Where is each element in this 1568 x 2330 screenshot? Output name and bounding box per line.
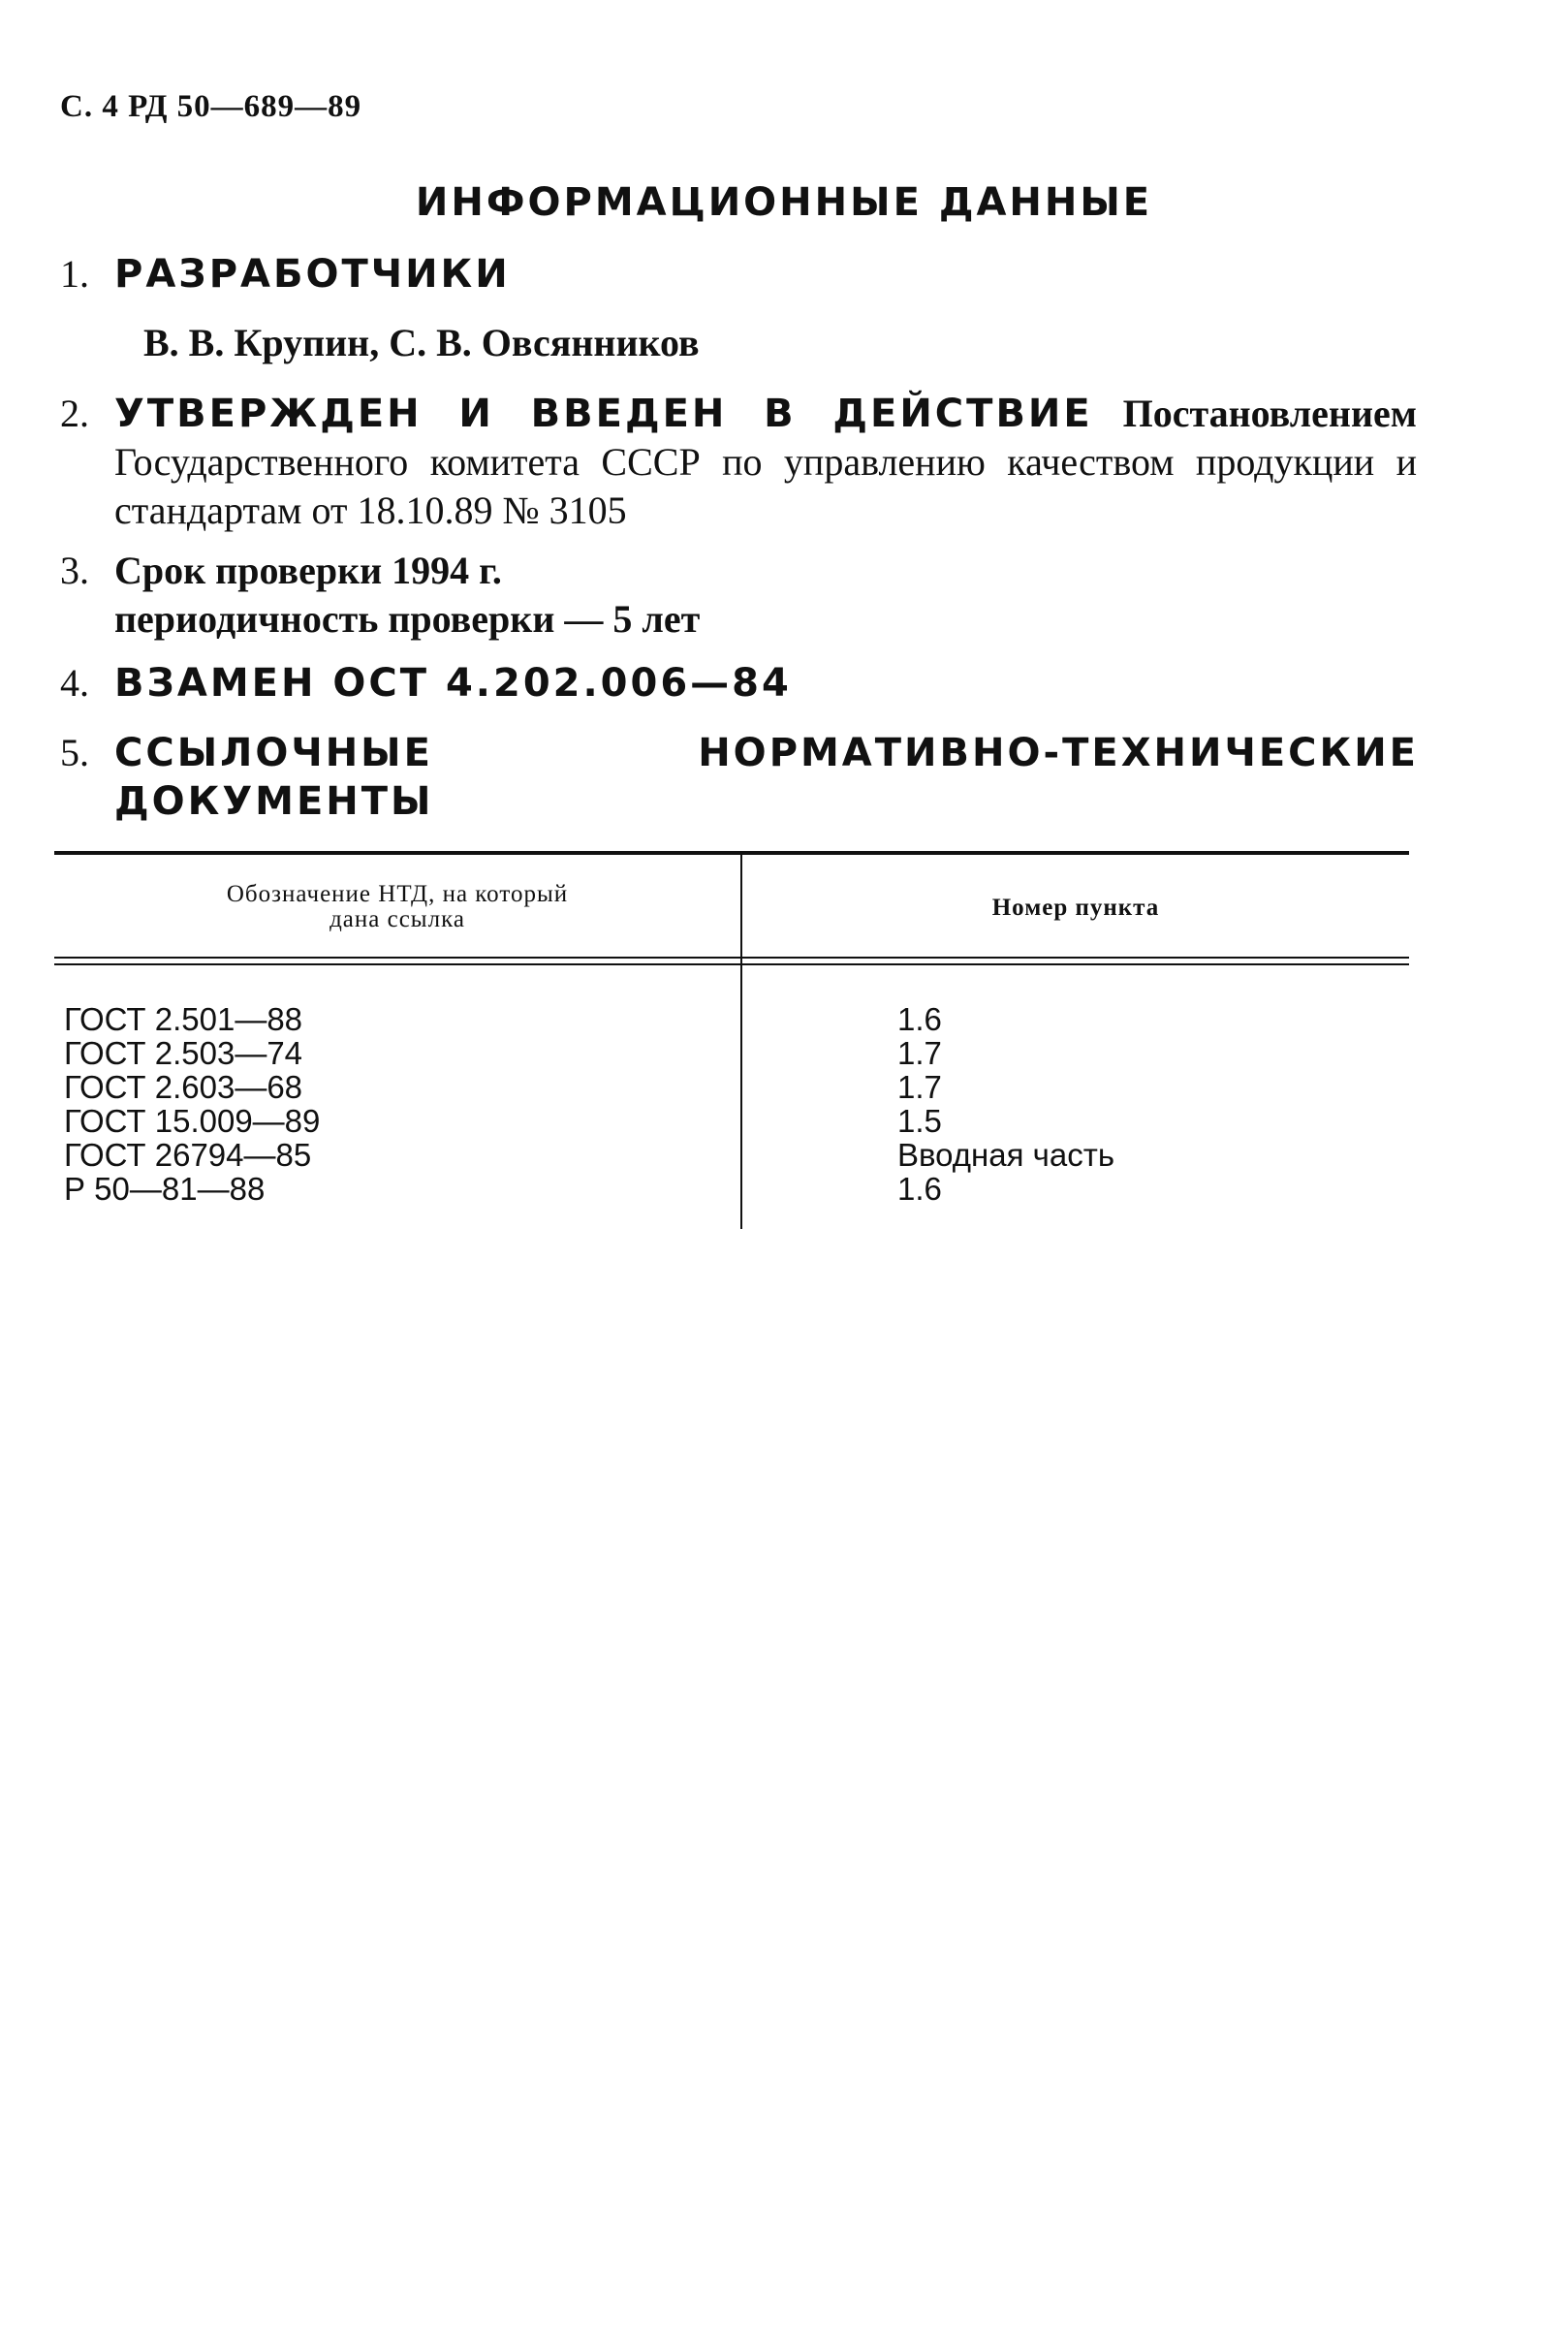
developers-names: В. В. Крупин, С. В. Овсянников [143,321,700,364]
table-row [54,1138,1409,1172]
item-replaces [60,659,1417,708]
page-header: С. 4 РД 50—689—89 [60,89,362,124]
table-row [54,1002,1409,1036]
document-title: ИНФОРМАЦИОННЫЕ ДАННЫЕ [415,180,1153,225]
item-approved-bold-text: Постановлением [1122,392,1417,435]
item-heading: РАЗРАБОТЧИКИ [114,252,511,297]
header-designation-line2: дана ссылка [329,906,465,932]
designation-cell: ГОСТ 2.501—88 [64,1001,303,1037]
item-references [60,729,1419,826]
item-developers [60,250,1417,299]
designation-cell: ГОСТ 15.009—89 [64,1103,321,1139]
item-heading: ССЫЛОЧНЫЕ НОРМАТИВНО-ТЕХНИЧЕСКИЕ ДОКУМЕНТЫ [114,731,1419,824]
designation-cell: ГОСТ 2.503—74 [64,1035,303,1071]
item-number: 1. [60,252,89,296]
item-number: 5. [60,731,89,774]
table-body [54,1002,1409,1206]
review-period-line: Срок проверки 1994 г. [114,549,502,592]
clause-cell: 1.7 [897,1069,942,1105]
clause-cell: 1.7 [897,1035,942,1071]
clause-cell: 1.6 [897,1001,942,1037]
designation-cell: ГОСТ 26794—85 [64,1137,312,1173]
header-rule-lower [54,963,1409,965]
item-heading: УТВЕРЖДЕН И ВВЕДЕН В ДЕЙСТВИЕ [114,392,1093,436]
review-frequency-line: периодичность проверки — 5 лет [114,597,701,641]
header-designation [54,882,740,932]
header-designation-line1: Обозначение НТД, на который [226,881,569,907]
header-clause: Номер пункта [991,895,1160,921]
table-row [54,1036,1409,1070]
designation-cell: Р 50—81—88 [64,1171,266,1207]
header-rule-upper [54,957,1409,959]
item-review [60,547,1417,644]
item-approved-text [114,390,1417,535]
references-table [54,851,1409,1231]
table-row [54,1172,1409,1206]
designation-cell: ГОСТ 2.603—68 [64,1069,303,1105]
clause-cell: 1.5 [897,1103,942,1139]
item-heading: ВЗАМЕН ОСТ 4.202.006—84 [114,661,792,706]
table-row [54,1104,1409,1138]
clause-cell: Вводная часть [897,1137,1115,1173]
item-number: 2. [60,392,89,435]
table-row [54,1070,1409,1104]
item-approved-body: Государственного комитета СССР по управлению качеством продукции и стандартам от 18.10.89 № 3105 [114,440,1417,532]
clause-cell: 1.6 [897,1171,942,1207]
item-number: 3. [60,549,89,592]
item-approved [60,390,1417,535]
table-top-rule [54,851,1409,855]
item-number: 4. [60,661,89,705]
